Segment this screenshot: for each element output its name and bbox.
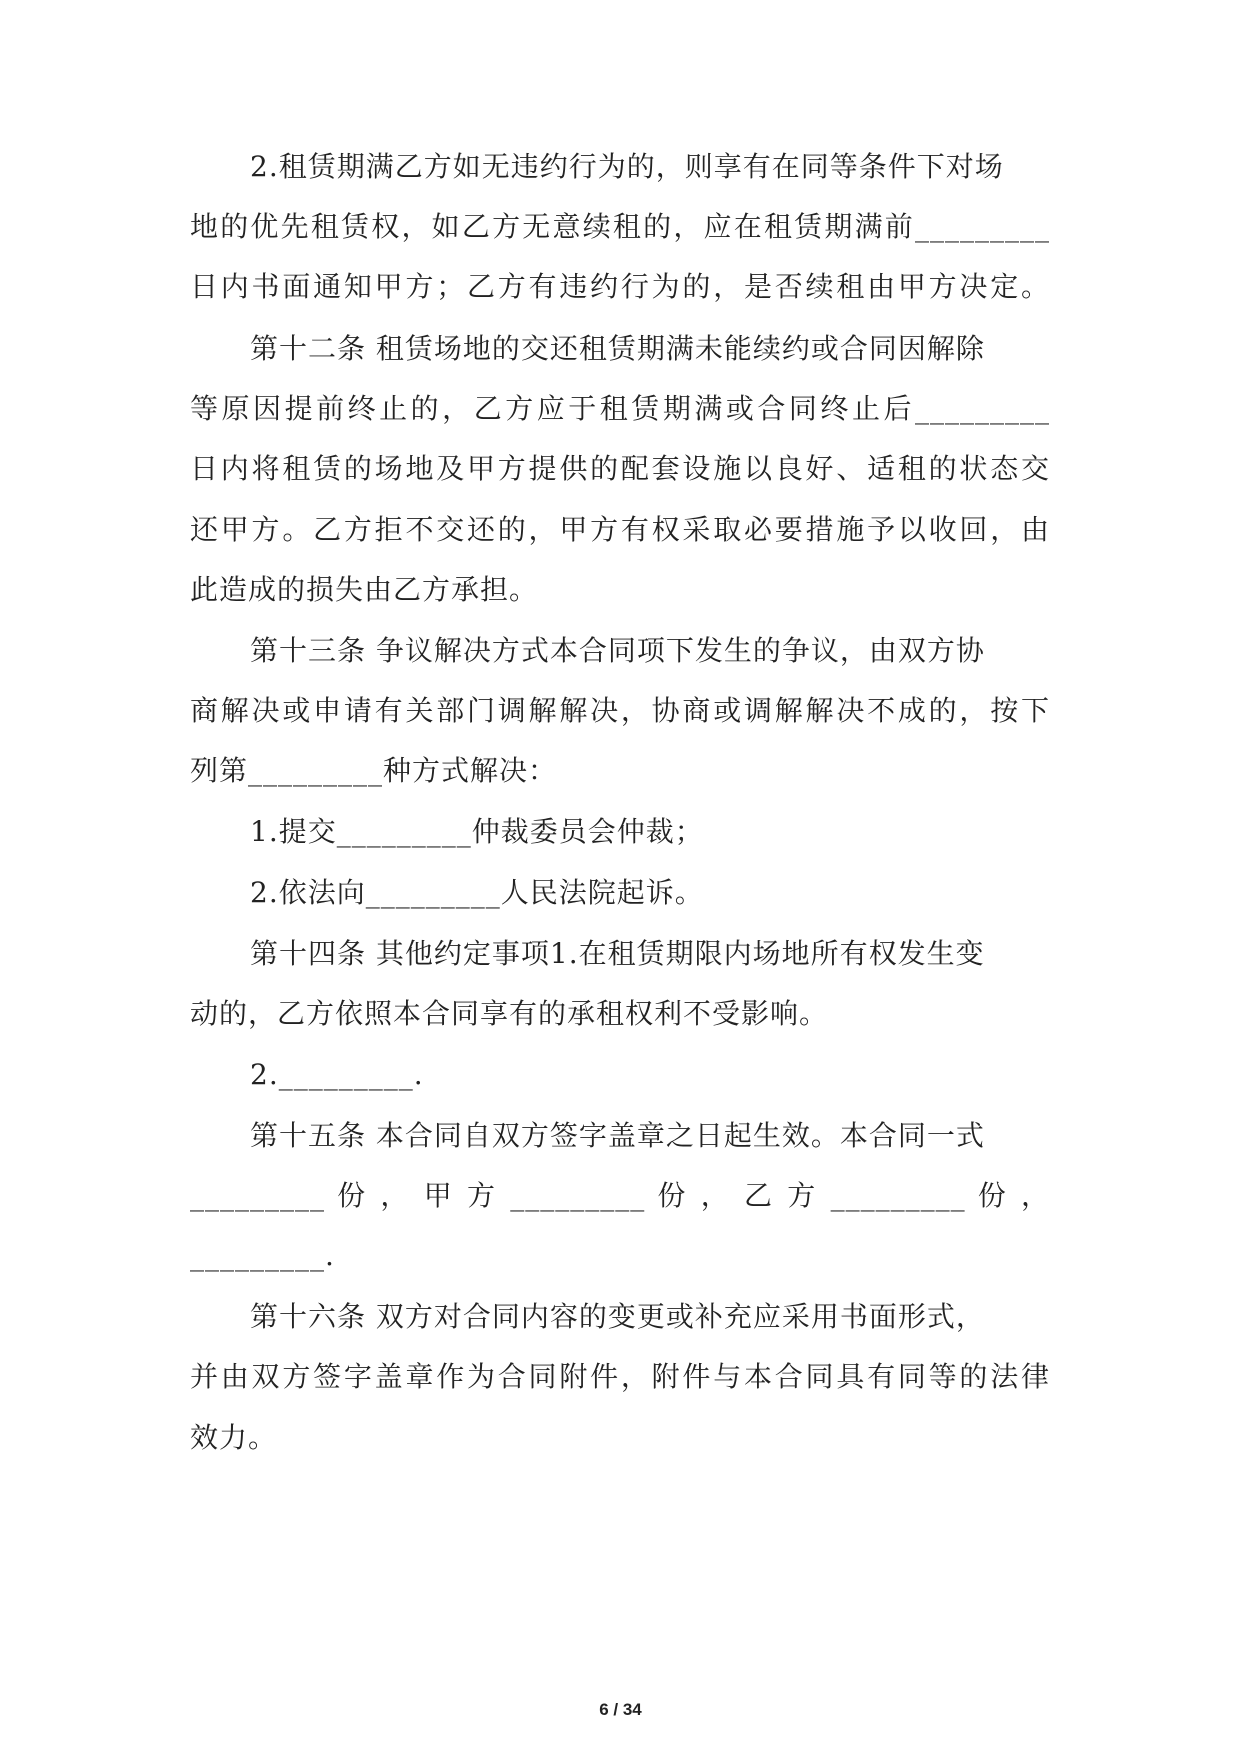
- paragraph-line: 2.依法向_________人民法院起诉。: [250, 876, 704, 909]
- paragraph-line: 动的，乙方依照本合同享有的承租权利不受影响。: [190, 997, 829, 1030]
- paragraph-line: 1.提交_________仲裁委员会仲裁；: [250, 815, 704, 848]
- paragraph-line: 并由双方签字盖章作为合同附件，附件与本合同具有同等的法律: [190, 1360, 1050, 1393]
- paragraph-line: 2.租赁期满乙方如无违约行为的，则享有在同等条件下对场: [250, 150, 1004, 183]
- paragraph-line: _________ 份 ， 甲 方 _________ 份 ， 乙 方 _________ 份 ，: [190, 1179, 1050, 1212]
- paragraph-line: 此造成的损失由乙方承担。: [190, 573, 539, 606]
- paragraph-line: 第十四条 其他约定事项1.在租赁期限内场地所有权发生变: [250, 937, 985, 970]
- paragraph-line: 2._________.: [250, 1058, 424, 1091]
- paragraph-line: 列第_________种方式解决：: [190, 754, 558, 787]
- paragraph-line: 第十六条 双方对合同内容的变更或补充应采用书面形式，: [250, 1300, 985, 1333]
- paragraph-line: 日内书面通知甲方；乙方有违约行为的，是否续租由甲方决定。: [190, 270, 1050, 303]
- paragraph-line: 效力。: [190, 1421, 278, 1454]
- paragraph-line: 第十二条 租赁场地的交还租赁期满未能续约或合同因解除: [250, 332, 985, 365]
- page-number: 6 / 34: [599, 1700, 642, 1719]
- paragraph-line: 地的优先租赁权，如乙方无意续租的，应在租赁期满前_________: [190, 210, 1050, 243]
- paragraph-line: 第十五条 本合同自双方签字盖章之日起生效。本合同一式: [250, 1119, 985, 1152]
- paragraph-line: 还甲方。乙方拒不交还的，甲方有权采取必要措施予以收回，由: [190, 513, 1050, 546]
- paragraph-line: _________.: [190, 1239, 335, 1272]
- paragraph-line: 商解决或申请有关部门调解解决，协商或调解解决不成的，按下: [190, 694, 1050, 727]
- paragraph-line: 日内将租赁的场地及甲方提供的配套设施以良好、适租的状态交: [190, 452, 1050, 485]
- paragraph-line: 第十三条 争议解决方式本合同项下发生的争议，由双方协: [250, 634, 985, 667]
- paragraph-line: 等原因提前终止的，乙方应于租赁期满或合同终止后_________: [190, 392, 1050, 425]
